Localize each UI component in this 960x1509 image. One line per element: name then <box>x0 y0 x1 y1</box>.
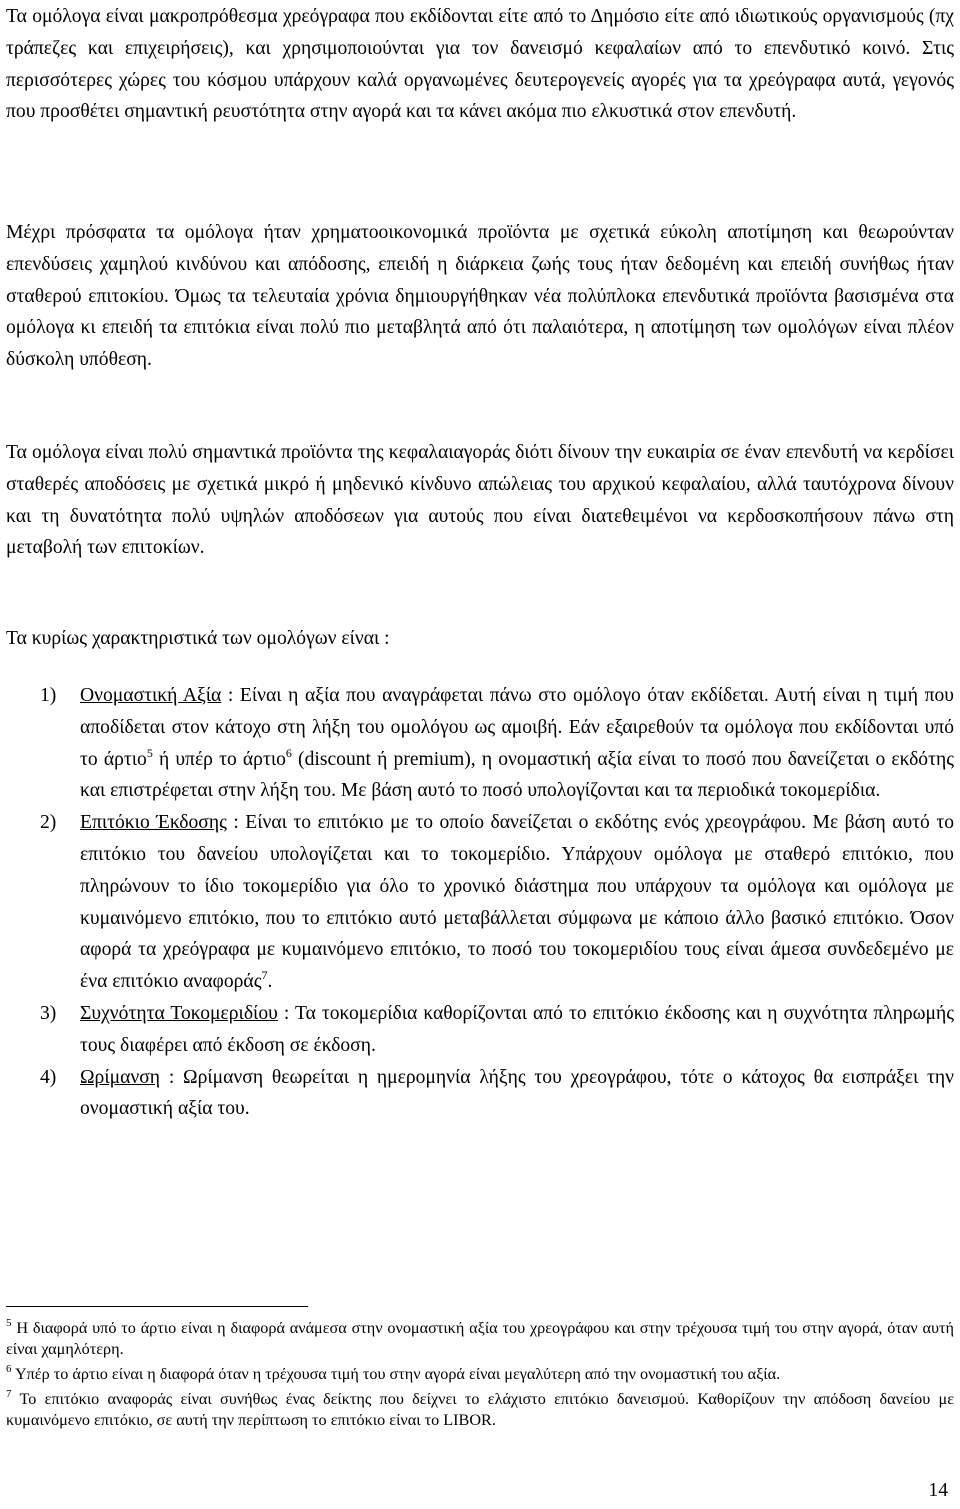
footnote-number: 6 <box>6 1363 12 1375</box>
footnote-text: Η διαφορά υπό το άρτιο είναι η διαφορά ανάμεσα στην ονομαστική αξία του χρεογράφου και στην τρέχουσα τιμή του στην αγορά, όταν αυτή είναι χαμηλότερη. <box>6 1319 954 1358</box>
list-item-text: : Ωρίμανση θεωρείται η ημερομηνία λήξης του χρεογράφου, τότε ο κάτοχος θα εισπράξει την ονομαστική αξία του. <box>80 1066 954 1120</box>
paragraph-characteristics-intro: Τα κυρίως χαρακτηριστικά των ομολόγων είναι : <box>6 628 390 649</box>
list-item-body <box>80 998 954 1062</box>
list-item-number: 1) <box>40 685 57 706</box>
paragraph-importance: Τα ομόλογα είναι πολύ σημαντικά προϊόντα της κεφαλαιαγοράς διότι δίνουν την ευκαιρία σε έναν επενδυτή να κερδίσει σταθερές αποδόσεις με σχετικά μικρό ή μηδενικό κίνδυνο απώλειας του αρχικού κεφαλαίου, αλλά ταυτόχρονα δίνουν και τη δυνατότητα πολύ υψηλών αποδόσεων για αυτούς που είναι διατεθειμένοι να κερδοσκοπήσουν πάνω στη μεταβολή των επιτοκίων. <box>6 442 954 559</box>
footnote-ref: 7 <box>261 968 268 983</box>
footnote-number: 5 <box>6 1317 12 1329</box>
list-item <box>6 807 954 998</box>
list-item-body <box>80 807 954 998</box>
list-item-number: 3) <box>40 1002 57 1024</box>
list-item-term: Ωρίμανση <box>80 1066 161 1088</box>
characteristics-list <box>6 680 954 1125</box>
footnote-ref: 6 <box>285 745 292 760</box>
list-item-term: Επιτόκιο Έκδοσης <box>80 812 227 834</box>
list-item-number: 4) <box>40 1066 57 1088</box>
footnote-text: Υπέρ το άρτιο είναι η διαφορά όταν η τρέχουσα τιμή του στην αγορά είναι μεγαλύτερη από την ονομαστική του αξία. <box>11 1365 781 1383</box>
footnote <box>6 1364 954 1385</box>
list-item-body <box>80 1062 954 1126</box>
list-item-term: Ονομαστική Αξία <box>80 685 222 706</box>
list-item-term: Συχνότητα Τοκομεριδίου <box>80 1002 278 1024</box>
footnote-separator <box>6 1306 308 1307</box>
list-item-text: ή υπέρ το άρτιο <box>152 748 286 770</box>
list-item <box>6 680 954 807</box>
list-item-text: : Είναι η αξία που αναγράφεται πάνω στο ομόλογο όταν εκδίδεται. Αυτή είναι η τιμή που αποδίδεται στον κάτοχο στη λήξη του ομολόγου ως αμοιβή. Εάν εξαιρεθούν τα ομόλογα που εκδίδονται υπό το άρτιο <box>80 685 954 770</box>
list-item-text: . <box>267 971 273 993</box>
list-item-text: : Τα τοκομερίδια καθορίζονται από το επιτόκιο έκδοσης και η συχνότητα πληρωμής τους διαφέρει από έκδοση σε έκδοση. <box>80 1002 955 1056</box>
footnote-ref: 5 <box>146 745 153 760</box>
list-item-number: 2) <box>40 812 57 834</box>
list-item-body <box>80 680 954 807</box>
page-number: 14 <box>928 1480 948 1501</box>
list-item <box>6 1062 954 1126</box>
paragraph-intro: Τα ομόλογα είναι μακροπρόθεσμα χρεόγραφα που εκδίδονται είτε από το Δημόσιο είτε από ιδιωτικούς οργανισμούς (πχ τράπεζες και επιχειρήσεις), και χρησιμοποιούνται για τον δανεισμό κεφαλαίων από το επενδυτικό κοινό. Στις περισσότερες χώρες του κόσμου υπάρχουν καλά οργανωμένες δευτερογενείς αγορές για τα χρεόγραφα αυτά, γεγονός που προσθέτει σημαντική ρευστότητα στην αγορά και τα κάνει ακόμα πιο ελκυστικά στον επενδυτή. <box>6 6 954 123</box>
footnote <box>6 1318 954 1360</box>
list-item-text: : Είναι το επιτόκιο με το οποίο δανείζεται ο εκδότης ενός χρεογράφου. Με βάση αυτό το επιτόκιο του δανείου υπολογίζεται και το τοκομερίδιο. Υπάρχουν ομόλογα με σταθερό επιτόκιο, που πληρώνουν το ίδιο τοκομερίδιο για όλο το χρονικό διάστημα που υπάρχουν τα ομόλογα και ομόλογα με κυμαινόμενο επιτόκιο, που το επιτόκιο αυτό μεταβάλλεται σύμφωνα με κάποιο άλλο βασικό επιτόκιο. Όσον αφορά τα χρεόγραφα με κυμαινόμενο επιτόκιο, το ποσό του τοκομεριδίου τους είναι άμεσα συνδεδεμένο με ένα επιτόκιο αναφοράς <box>80 812 954 993</box>
list-item-text: (discount ή premium), η ονομαστική αξία είναι το ποσό που δανείζεται ο εκδότης και επιστρέφεται στην λήξη του. Με βάση αυτό το ποσό υπολογίζονται και τα περιοδικά τοκομερίδια. <box>80 748 954 802</box>
footnotes <box>6 1318 954 1435</box>
paragraph-valuation: Μέχρι πρόσφατα τα ομόλογα ήταν χρηματοοικονομικά προϊόντα με σχετικά εύκολη αποτίμηση και θεωρούνταν επενδύσεις χαμηλού κινδύνου και απόδοσης, επειδή η διάρκεια ζωής τους ήταν δεδομένη και επειδή συνήθως ήταν σταθερού επιτοκίου. Όμως τα τελευταία χρόνια δημιουργήθηκαν νέα πολύπλοκα επενδυτικά προϊόντα βασισμένα στα ομόλογα κι επειδή τα επιτόκια είναι πολύ πιο μεταβλητά από ότι παλαιότερα, η αποτίμηση των ομολόγων είναι πλέον δύσκολη υπόθεση. <box>6 222 954 371</box>
list-item <box>6 998 954 1062</box>
footnote-text: Το επιτόκιο αναφοράς είναι συνήθως ένας δείκτης που δείχνει το ελάχιστο επιτόκιο δανεισμού. Καθορίζουν την απόδοση δανείου με κυμαινόμενο επιτόκιο, σε αυτή την περίπτωση το επιτόκιο είναι το LIBOR. <box>6 1390 954 1429</box>
footnote <box>6 1389 954 1431</box>
footnote-number: 7 <box>6 1388 12 1400</box>
